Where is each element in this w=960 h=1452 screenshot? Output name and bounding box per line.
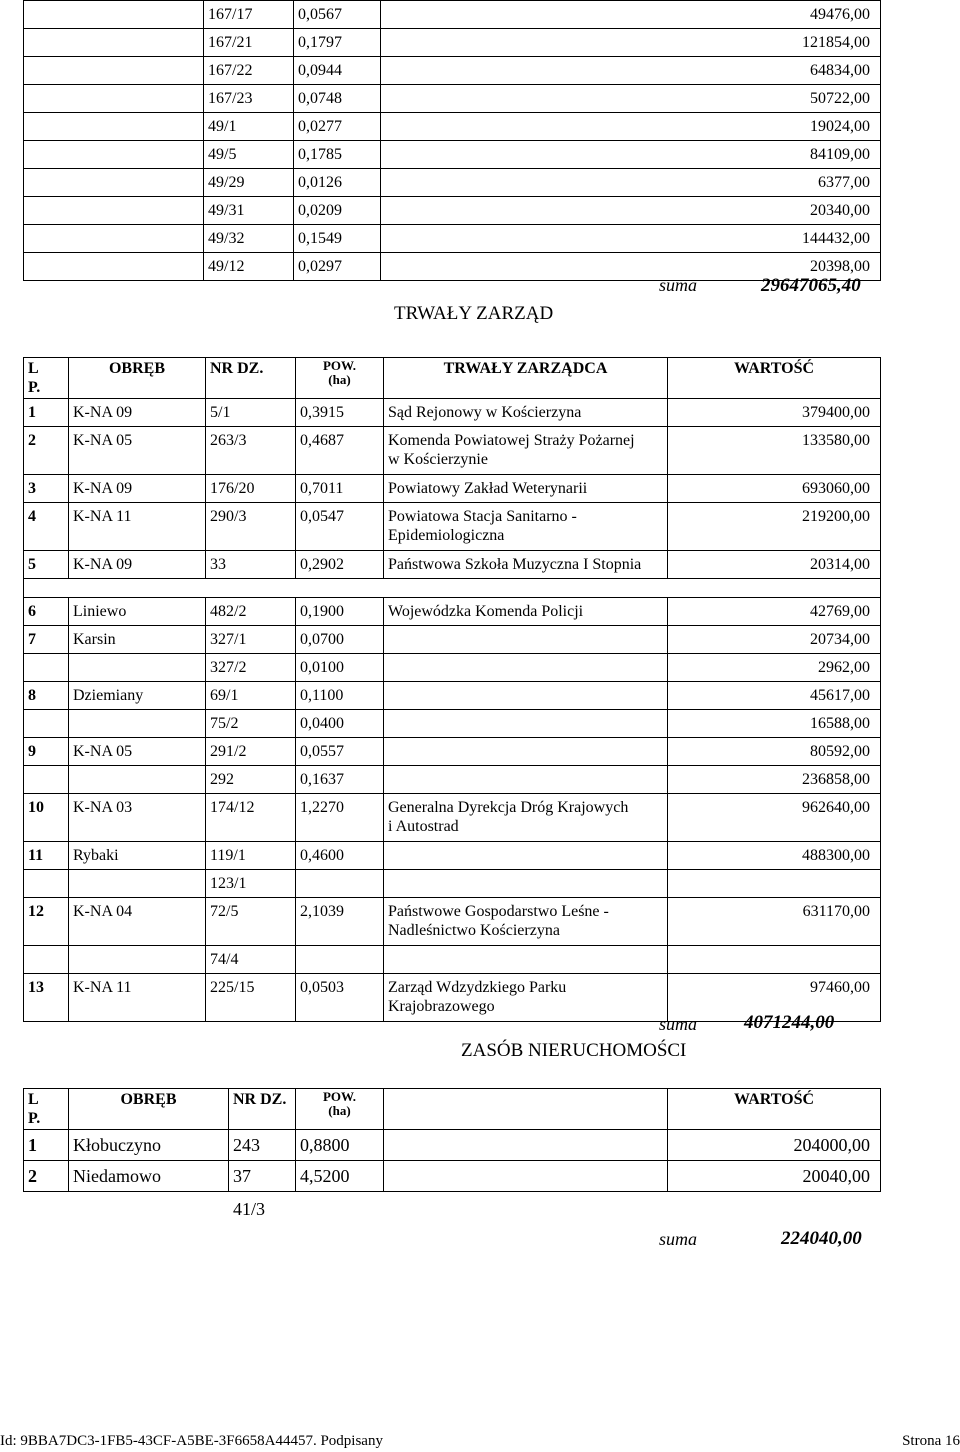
parcel-area: 0,0297 [294, 253, 381, 281]
row-wartosc: 488300,00 [668, 842, 881, 870]
row-wartosc: 631170,00 [668, 898, 881, 946]
col-nrdz: NR DZ. [229, 1089, 296, 1130]
row-obreb: K-NA 11 [69, 503, 206, 551]
table-row [24, 870, 881, 898]
row-wartosc: 42769,00 [668, 598, 881, 626]
row-lp: 11 [24, 842, 69, 870]
row-obreb: K-NA 05 [69, 427, 206, 475]
table-header [24, 1089, 881, 1130]
row-zarzadca [384, 626, 668, 654]
row-wartosc: 236858,00 [668, 766, 881, 794]
table-row [24, 738, 881, 766]
row-lp: 2 [24, 1161, 69, 1192]
row-lp: 2 [24, 427, 69, 475]
empty-cell [24, 57, 204, 85]
row-lp: 9 [24, 738, 69, 766]
row-pow: 0,0400 [296, 710, 384, 738]
col-pow-top: POW. [322, 358, 357, 373]
row-pow: 0,1637 [296, 766, 384, 794]
table-row [24, 503, 881, 551]
row-obreb: Dziemiany [69, 682, 206, 710]
row-pow: 0,0557 [296, 738, 384, 766]
row-pow: 0,0700 [296, 626, 384, 654]
parcel-value: 144432,00 [381, 225, 881, 253]
parcel-value: 19024,00 [381, 113, 881, 141]
row-pow: 0,4600 [296, 842, 384, 870]
col-pow-bot: (ha) [328, 372, 351, 387]
parcel-nr: 49/12 [204, 253, 294, 281]
parcel-value: 20340,00 [381, 197, 881, 225]
col-lp-l: L [28, 1091, 39, 1108]
row-wartosc: 45617,00 [668, 682, 881, 710]
row-lp: 10 [24, 794, 69, 842]
row-obreb [69, 710, 206, 738]
row-wartosc: 20314,00 [668, 551, 881, 579]
row-zarzadca [384, 551, 668, 579]
row-obreb: Liniewo [69, 598, 206, 626]
row-pow: 0,4687 [296, 427, 384, 475]
sum-row-3 [0, 1228, 960, 1254]
row-zarzadca [384, 766, 668, 794]
row-pow: 2,1039 [296, 898, 384, 946]
row-zarzadca [384, 682, 668, 710]
row-obreb: K-NA 05 [69, 738, 206, 766]
table-row [24, 427, 881, 475]
row-pow: 0,8800 [296, 1130, 384, 1161]
col-empty [384, 1089, 668, 1130]
sum-label: suma [659, 1229, 698, 1249]
table-row [24, 225, 881, 253]
col-zarzadca: TRWAŁY ZARZĄDCA [384, 358, 668, 399]
col-lp [24, 1089, 69, 1130]
table-row [24, 141, 881, 169]
parcel-value: 64834,00 [381, 57, 881, 85]
table-row [24, 1130, 881, 1161]
row-nrdz: 176/20 [206, 475, 296, 503]
table-row [24, 682, 881, 710]
row-obreb: K-NA 09 [69, 551, 206, 579]
table-row [24, 399, 881, 427]
row-wartosc: 97460,00 [668, 974, 881, 1022]
col-lp-p: P. [28, 1110, 41, 1127]
table-row [24, 475, 881, 503]
row-nrdz: 327/1 [206, 626, 296, 654]
row-nrdz: 291/2 [206, 738, 296, 766]
row-zarzadca [384, 738, 668, 766]
zarzadca-line-1: Państwowe Gospodarstwo Leśne - [388, 903, 609, 920]
table-row [24, 626, 881, 654]
col-obreb: OBRĘB [69, 358, 206, 399]
parcel-area: 0,0748 [294, 85, 381, 113]
footer-id: Id: 9BBA7DC3-1FB5-43CF-A5BE-3F6658A44457. Podpisany [0, 1433, 383, 1449]
row-wartosc: 20734,00 [668, 626, 881, 654]
row-obreb: K-NA 04 [69, 898, 206, 946]
zarzadca-line-2: Epidemiologiczna [388, 527, 505, 544]
row-nrdz: 327/2 [206, 654, 296, 682]
table-row [24, 197, 881, 225]
row-nrdz: 123/1 [206, 870, 296, 898]
empty-cell [24, 1, 204, 29]
empty-cell [24, 113, 204, 141]
row-obreb: Niedamowo [69, 1161, 229, 1192]
parcel-nr: 49/31 [204, 197, 294, 225]
row-lp [24, 946, 69, 974]
row-zarzadca [384, 710, 668, 738]
row-obreb: Kłobuczyno [69, 1130, 229, 1161]
table-row [24, 898, 881, 946]
row-lp: 3 [24, 475, 69, 503]
row-zarzadca [384, 598, 668, 626]
row-nrdz: 292 [206, 766, 296, 794]
row-lp: 4 [24, 503, 69, 551]
zarzadca-line-1: Państwowa Szkoła Muzyczna I Stopnia [388, 556, 642, 573]
row-lp: 12 [24, 898, 69, 946]
parcel-area: 0,0944 [294, 57, 381, 85]
row-obreb [69, 766, 206, 794]
parcel-area: 0,0567 [294, 1, 381, 29]
row-obreb: K-NA 09 [69, 399, 206, 427]
spacer-cell [24, 579, 881, 598]
row-nrdz: 119/1 [206, 842, 296, 870]
row-wartosc: 2962,00 [668, 654, 881, 682]
row-pow: 0,1900 [296, 598, 384, 626]
empty-cell [24, 197, 204, 225]
row-nrdz: 74/4 [206, 946, 296, 974]
parcel-area: 0,0209 [294, 197, 381, 225]
empty-cell [24, 169, 204, 197]
col-nrdz: NR DZ. [206, 358, 296, 399]
row-pow [296, 870, 384, 898]
parcel-nr: 49/1 [204, 113, 294, 141]
row-nrdz: 37 [229, 1161, 296, 1192]
zarzadca-line-2: w Kościerzynie [388, 451, 488, 468]
row-lp [24, 870, 69, 898]
sum-value: 29647065,40 [761, 275, 861, 296]
row-lp: 8 [24, 682, 69, 710]
parcel-value: 6377,00 [381, 169, 881, 197]
row-lp: 6 [24, 598, 69, 626]
sum-row-1 [0, 275, 960, 301]
row-zarzadca [384, 654, 668, 682]
col-pow-top: POW. [322, 1089, 357, 1104]
row-zarzadca [384, 503, 668, 551]
empty-cell [24, 29, 204, 57]
row-nrdz: 174/12 [206, 794, 296, 842]
col-lp [24, 358, 69, 399]
table-row [24, 113, 881, 141]
spacer-row [24, 579, 881, 598]
row-wartosc: 133580,00 [668, 427, 881, 475]
zarzadca-line-2: i Autostrad [388, 818, 459, 835]
col-wartosc: WARTOŚĆ [668, 1089, 881, 1130]
parcel-nr: 49/32 [204, 225, 294, 253]
parcel-area: 0,1549 [294, 225, 381, 253]
parcel-value: 121854,00 [381, 29, 881, 57]
row-zarzadca [384, 794, 668, 842]
sum-row-2 [0, 1012, 960, 1038]
row-zarzadca [384, 842, 668, 870]
zarzadca-line-1: Wojewódzka Komenda Policji [388, 603, 584, 620]
table-row [24, 654, 881, 682]
row-empty [384, 1161, 668, 1192]
parcel-nr: 49/5 [204, 141, 294, 169]
footer-page: Strona 16 [902, 1433, 960, 1449]
zarzadca-line-2: Nadleśnictwo Kościerzyna [388, 922, 560, 939]
table-row [24, 598, 881, 626]
parcel-nr: 167/17 [204, 1, 294, 29]
parcel-value: 49476,00 [381, 1, 881, 29]
row-zarzadca [384, 870, 668, 898]
table-row [24, 29, 881, 57]
row-nrdz: 482/2 [206, 598, 296, 626]
col-wartosc: WARTOŚĆ [668, 358, 881, 399]
table-row [24, 794, 881, 842]
sum-label: suma [659, 275, 698, 295]
table-row [24, 1161, 881, 1192]
parcels-table-top [23, 0, 881, 281]
col-lp-l: L [28, 360, 39, 377]
table-row [24, 946, 881, 974]
table-row [24, 85, 881, 113]
parcel-area: 0,1785 [294, 141, 381, 169]
row-wartosc: 962640,00 [668, 794, 881, 842]
col-pow [296, 358, 384, 399]
table-row [24, 710, 881, 738]
col-pow-bot: (ha) [328, 1103, 351, 1118]
row-wartosc: 16588,00 [668, 710, 881, 738]
row-nrdz: 75/2 [206, 710, 296, 738]
parcel-area: 0,0126 [294, 169, 381, 197]
row-lp: 13 [24, 974, 69, 1022]
row-lp: 1 [24, 399, 69, 427]
row-lp: 1 [24, 1130, 69, 1161]
row-lp [24, 766, 69, 794]
parcel-value: 20398,00 [381, 253, 881, 281]
col-lp-p: P. [28, 379, 41, 396]
row-lp: 5 [24, 551, 69, 579]
row-pow: 0,0503 [296, 974, 384, 1022]
row-wartosc: 204000,00 [668, 1130, 881, 1161]
row-nrdz: 243 [229, 1130, 296, 1161]
parcel-value: 84109,00 [381, 141, 881, 169]
empty-cell [24, 85, 204, 113]
row-zarzadca [384, 475, 668, 503]
table-header [24, 358, 881, 399]
row-obreb [69, 870, 206, 898]
row-pow: 0,3915 [296, 399, 384, 427]
table-row [24, 1, 881, 29]
row-wartosc: 80592,00 [668, 738, 881, 766]
empty-cell [24, 141, 204, 169]
row-lp: 7 [24, 626, 69, 654]
zarzadca-line-1: Zarząd Wdzydzkiego Parku [388, 979, 567, 996]
table-row [24, 169, 881, 197]
zarzadca-line-1: Komenda Powiatowej Straży Pożarnej [388, 432, 635, 449]
section-title-trwaly-zarzad: TRWAŁY ZARZĄD [394, 303, 554, 324]
parcel-nr: 167/21 [204, 29, 294, 57]
row-obreb [69, 946, 206, 974]
sum-label: suma [659, 1014, 698, 1034]
col-obreb: OBRĘB [69, 1089, 229, 1130]
zarzadca-line-1: Sąd Rejonowy w Kościerzyna [388, 404, 582, 421]
row-pow: 1,2270 [296, 794, 384, 842]
extra-parcel-nr: 41/3 [233, 1199, 266, 1219]
parcel-area: 0,0277 [294, 113, 381, 141]
row-lp [24, 710, 69, 738]
row-zarzadca [384, 399, 668, 427]
row-nrdz: 263/3 [206, 427, 296, 475]
sum-value: 4071244,00 [744, 1012, 835, 1033]
parcel-nr: 167/22 [204, 57, 294, 85]
row-nrdz: 33 [206, 551, 296, 579]
row-nrdz: 72/5 [206, 898, 296, 946]
row-obreb: K-NA 09 [69, 475, 206, 503]
zarzadca-line-1: Powiatowa Stacja Sanitarno - [388, 508, 577, 525]
row-pow: 0,7011 [296, 475, 384, 503]
zarzadca-line-1: Powiatowy Zakład Weterynarii [388, 480, 588, 497]
section-title-zasob: ZASÓB NIERUCHOMOŚCI [461, 1040, 687, 1061]
row-nrdz: 69/1 [206, 682, 296, 710]
row-wartosc: 379400,00 [668, 399, 881, 427]
row-nrdz: 290/3 [206, 503, 296, 551]
parcel-area: 0,1797 [294, 29, 381, 57]
row-pow: 0,1100 [296, 682, 384, 710]
table-row [24, 766, 881, 794]
zasob-table [23, 1088, 881, 1192]
row-obreb: K-NA 11 [69, 974, 206, 1022]
row-lp [24, 654, 69, 682]
parcel-nr: 49/29 [204, 169, 294, 197]
row-wartosc: 219200,00 [668, 503, 881, 551]
row-wartosc [668, 870, 881, 898]
table-row [24, 57, 881, 85]
row-zarzadca [384, 898, 668, 946]
row-obreb: Rybaki [69, 842, 206, 870]
row-wartosc: 693060,00 [668, 475, 881, 503]
row-nrdz: 225/15 [206, 974, 296, 1022]
table-row [24, 842, 881, 870]
zarzadca-line-2: Krajobrazowego [388, 998, 495, 1015]
row-obreb: K-NA 03 [69, 794, 206, 842]
row-nrdz: 5/1 [206, 399, 296, 427]
row-wartosc: 20040,00 [668, 1161, 881, 1192]
row-wartosc [668, 946, 881, 974]
row-zarzadca [384, 427, 668, 475]
row-pow: 0,0547 [296, 503, 384, 551]
trwaly-zarzad-table [23, 357, 881, 1022]
parcel-value: 50722,00 [381, 85, 881, 113]
row-pow: 0,2902 [296, 551, 384, 579]
row-obreb [69, 654, 206, 682]
col-pow [296, 1089, 384, 1130]
sum-value: 224040,00 [781, 1228, 862, 1249]
parcel-nr: 167/23 [204, 85, 294, 113]
zarzadca-line-1: Generalna Dyrekcja Dróg Krajowych [388, 799, 629, 816]
table-row [24, 551, 881, 579]
row-pow: 4,5200 [296, 1161, 384, 1192]
row-empty [384, 1130, 668, 1161]
row-obreb: Karsin [69, 626, 206, 654]
row-zarzadca [384, 946, 668, 974]
row-pow: 0,0100 [296, 654, 384, 682]
row-pow [296, 946, 384, 974]
empty-cell [24, 225, 204, 253]
